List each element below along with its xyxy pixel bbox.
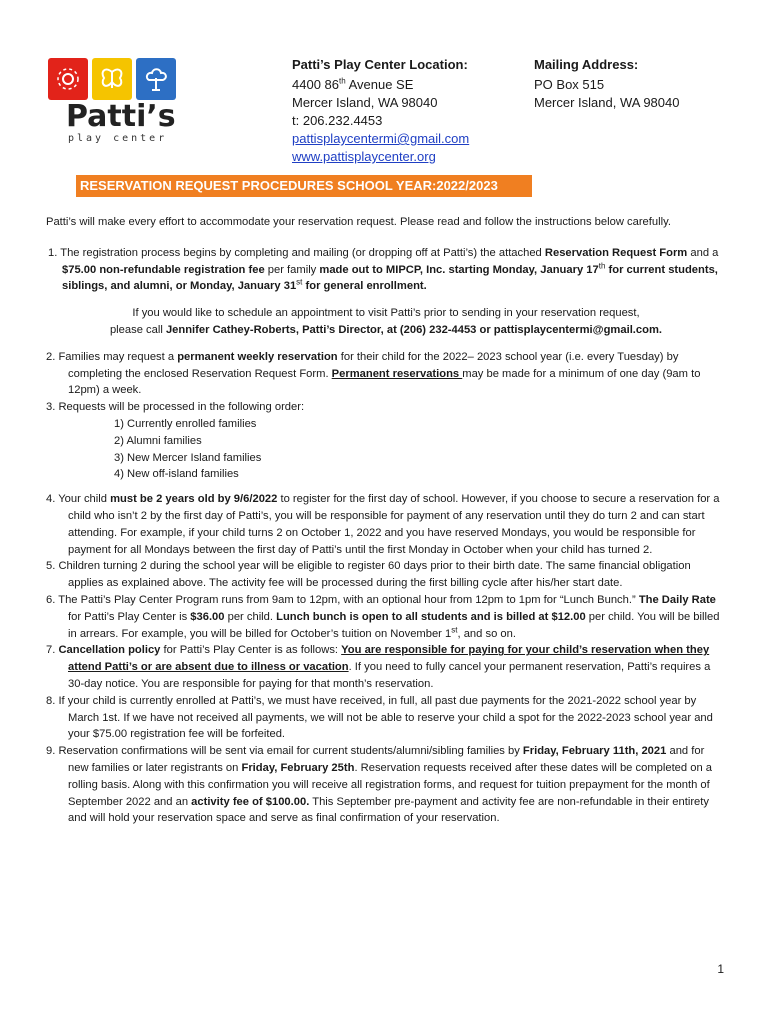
tree-icon: [136, 58, 176, 100]
item-7: 7. Cancellation policy for Patti’s Play Center is as follows: You are responsible for paying for your child’s reservation when they attend Patti’s or are absent due to illness or vacation. If you need to fully cancel your permanent reservation, Patti’s requires a 30-day notice. You are responsible for paying for that month’s reservation.: [46, 644, 711, 690]
location-header: Patti’s Play Center Location:: [292, 57, 468, 72]
document-body: [46, 214, 726, 827]
intro-paragraph: Patti’s will make every effort to accommodate your reservation request. Please read and follow the instructions below carefully.: [46, 216, 671, 228]
mailing-block: [534, 56, 679, 112]
item-3-lead: 3. Requests will be processed in the following order:: [46, 401, 305, 414]
email-link[interactable]: pattisplaycentermi@gmail.com: [292, 131, 470, 146]
mailing-city: Mercer Island, WA 98040: [534, 95, 680, 110]
item-1: 1. The registration process begins by completing and mailing (or dropping off at Patti’s) the attached Reservation Request Form and a $75.00 non-refundable registration fee per family made out to MIPCP, Inc. starting Monday, January 17th for current students, siblings, and alumni, or Monday, January 31st for general enrollment.: [48, 246, 719, 293]
website-link[interactable]: www.pattisplaycenter.org: [292, 149, 436, 164]
order-item: 4) New off-island families: [114, 468, 239, 481]
item-9: 9. Reservation confirmations will be sent via email for current students/alumni/sibling families by Friday, February 11th, 2021 and for new families or later registrants on Friday, February 25th. Reservation requests received after these dates will be completed on a rolling basis. Along with this confirmation you will receive all registration forms, and request for tuition prepayment for the month of September 2022 and an activity fee of $100.00. This September pre-payment and activity fee are non-refundable in their entirety and will hold your reservation space and serve as final confirmation of your reservation.: [46, 745, 713, 825]
item-4: 4. Your child must be 2 years old by 9/6/2022 to register for the first day of school. However, if you choose to secure a reservation for a child who isn’t 2 by the first day of Patti’s, you will be responsible for payment of any reservation until they do turn 2 and can start attending. For example, if your child turns 2 on October 1, 2022 and you have reserved Mondays, you would be responsible for payment for all Mondays between the first day of Patti’s until the first Monday in October when your child has turned 2.: [46, 493, 720, 556]
mailing-box: PO Box 515: [534, 77, 605, 92]
item-5: 5. Children turning 2 during the school year will be eligible to register 60 days prior to their birth date. The same financial obligation applies as explained above. The activity fee will be processed during the first billing cycle after his/her start date.: [46, 560, 691, 590]
page-number: 1: [717, 962, 724, 976]
item-3: [46, 399, 726, 483]
butterfly-icon: [92, 58, 132, 100]
mailing-header: Mailing Address:: [534, 57, 639, 72]
location-phone: t: 206.232.4453: [292, 113, 383, 128]
pattis-logo: [48, 58, 178, 154]
title-banner: RESERVATION REQUEST PROCEDURES SCHOOL YEAR:2022/2023: [76, 175, 532, 197]
sun-icon: [48, 58, 88, 100]
logo-tagline: play center: [68, 133, 168, 144]
order-item: 1) Currently enrolled families: [114, 417, 257, 430]
logo-wordmark: Patti’s: [66, 99, 176, 134]
item-2: 2. Families may request a permanent weekly reservation for their child for the 2022– 2023 school year (i.e. every Tuesday) by completing the enclosed Reservation Request Form. Permanent reservations may be made for a minimum of one day (9am to 12pm) a week.: [46, 350, 701, 397]
logo-tiles: [48, 58, 178, 100]
item-6: 6. The Patti’s Play Center Program runs from 9am to 12pm, with an optional hour from 12pm to 1pm for “Lunch Bunch.” The Daily Rate for Patti’s Play Center is $36.00 per child. Lunch bunch is open to all students and is billed at $12.00 per child. You will be billed in arrears. For example, you will be billed for October’s tuition on November 1st, and so on.: [46, 593, 720, 640]
order-item: 2) Alumni families: [114, 434, 202, 447]
location-street: 4400 86th Avenue SE: [292, 76, 414, 92]
item-8: 8. If your child is currently enrolled at Patti’s, we must have received, in full, all past due payments for the 2021-2022 school year by March 1st. If we have not received all payments, we will not be able to reserve your child a spot for the 2022-2023 school year and your $75.00 registration fee will be forfeited.: [46, 694, 713, 741]
order-item: 3) New Mercer Island families: [114, 451, 262, 464]
location-block: [292, 56, 469, 166]
location-city: Mercer Island, WA 98040: [292, 95, 438, 110]
appointment-note: If you would like to schedule an appointment to visit Patti’s prior to sending in your reservation request, please call Jennifer Cathey-Roberts, Patti’s Director, at (206) 232-4453 or pattisplaycentermi@gmail.com.: [109, 307, 663, 336]
